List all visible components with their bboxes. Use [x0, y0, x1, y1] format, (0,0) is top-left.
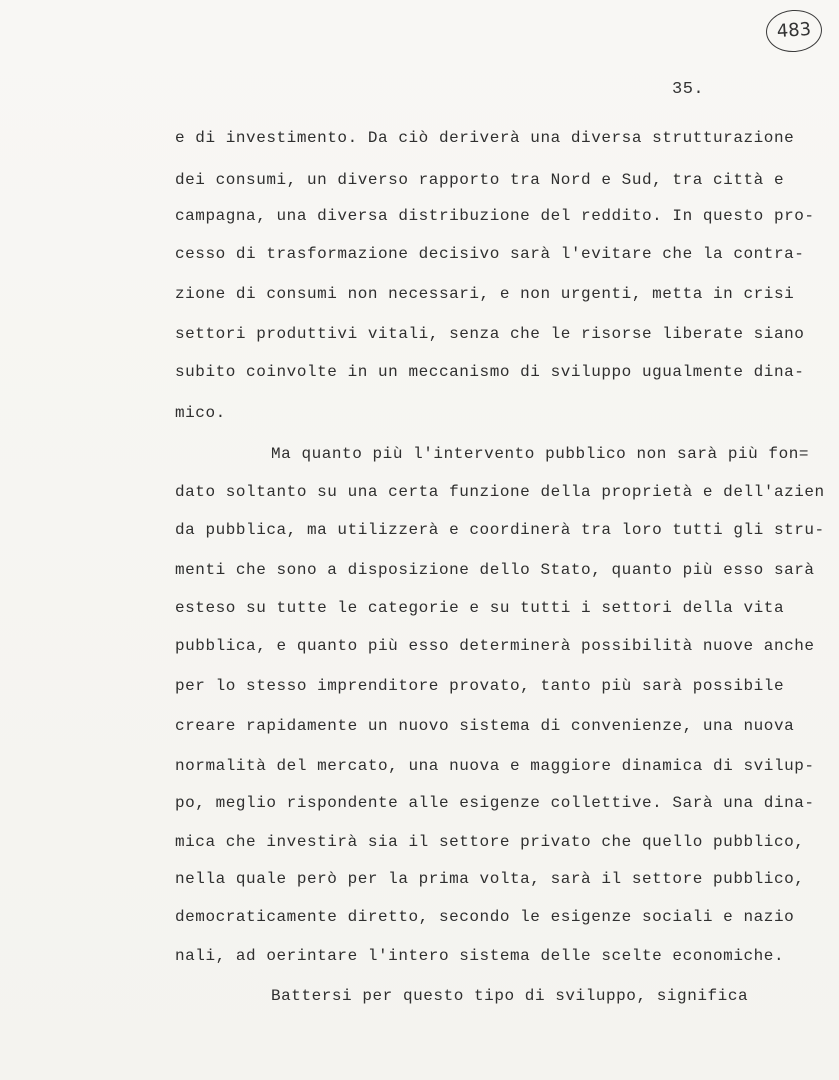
text-line: da pubblica, ma utilizzerà e coordinerà tra loro tutti gli stru-	[175, 521, 825, 539]
text-line: nali, ad oerintare l'intero sistema delle scelte economiche.	[175, 947, 785, 965]
archive-number-circled: 483	[765, 8, 824, 54]
text-line: zione di consumi non necessari, e non urgenti, metta in crisi	[175, 285, 795, 303]
text-line: subito coinvolte in un meccanismo di sviluppo ugualmente dina-	[175, 363, 805, 381]
paragraph-start-line: Ma quanto più l'intervento pubblico non sarà più fon=	[271, 445, 810, 463]
text-line: dei consumi, un diverso rapporto tra Nord e Sud, tra città e	[175, 171, 785, 189]
text-line: menti che sono a disposizione dello Stato, quanto più esso sarà	[175, 561, 815, 579]
text-line: mico.	[175, 404, 226, 422]
text-line: per lo stesso imprenditore provato, tanto più sarà possibile	[175, 677, 785, 695]
text-line: campagna, una diversa distribuzione del reddito. In questo pro-	[175, 207, 815, 225]
text-line: mica che investirà sia il settore privato che quello pubblico,	[175, 833, 805, 851]
text-line: cesso di trasformazione decisivo sarà l'evitare che la contra-	[175, 245, 805, 263]
text-line: settori produttivi vitali, senza che le risorse liberate siano	[175, 325, 805, 343]
text-line: e di investimento. Da ciò deriverà una diversa strutturazione	[175, 129, 795, 147]
text-line: democraticamente diretto, secondo le esigenze sociali e nazio	[175, 908, 795, 926]
page-number: 35.	[672, 80, 705, 99]
paragraph-start-line: Battersi per questo tipo di sviluppo, significa	[271, 987, 749, 1005]
text-line: pubblica, e quanto più esso determinerà possibilità nuove anche	[175, 637, 815, 655]
text-line: nella quale però per la prima volta, sarà il settore pubblico,	[175, 870, 805, 888]
text-line: creare rapidamente un nuovo sistema di convenienze, una nuova	[175, 717, 795, 735]
text-line: dato soltanto su una certa funzione della proprietà e dell'azien	[175, 483, 825, 501]
text-line: esteso su tutte le categorie e su tutti i settori della vita	[175, 599, 785, 617]
text-line: normalità del mercato, una nuova e maggiore dinamica di svilup-	[175, 757, 815, 775]
text-line: po, meglio rispondente alle esigenze collettive. Sarà una dina-	[175, 794, 815, 812]
